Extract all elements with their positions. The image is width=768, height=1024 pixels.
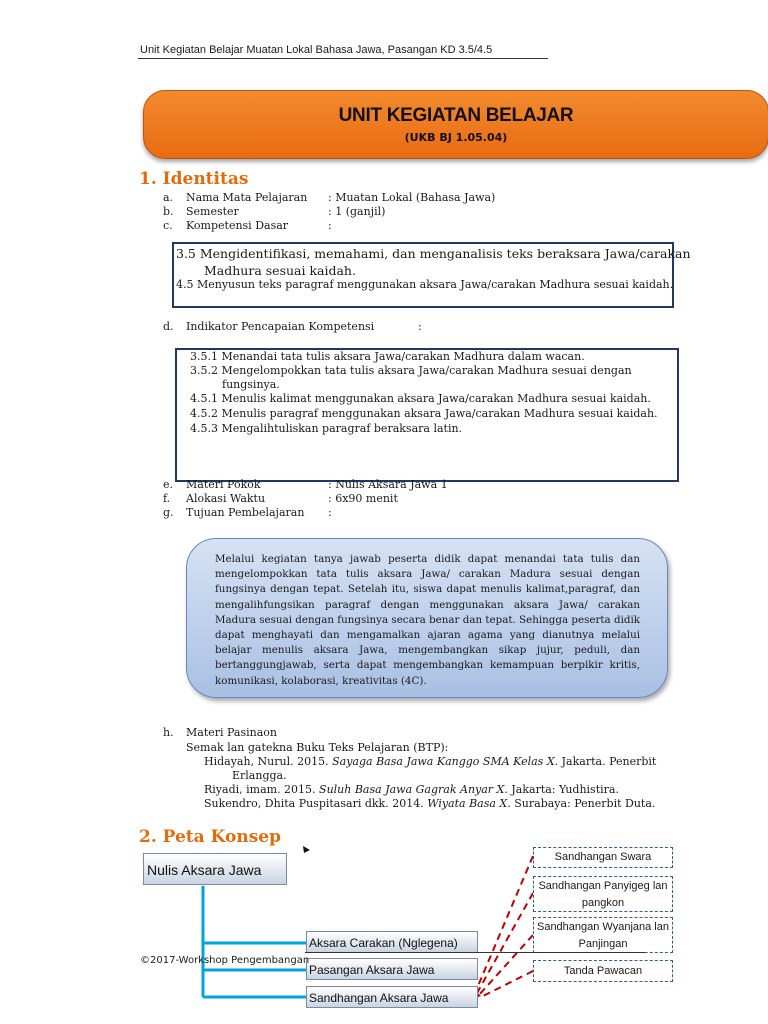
reference-publisher: . Jakarta: Yudhistira. [504,783,619,796]
reference-author: Sukendro, Dhita Puspitasari dkk. 2014. [204,797,428,810]
footer-text: ©2017-Workshop Pengembangan [140,955,310,966]
banner-title: UNIT KEGIATAN BELAJAR [338,105,574,126]
indikator-item: 4.5.3 Mengalihtuliskan paragraf beraksara latin. [190,422,463,435]
sandhangan-node: Sandhangan Wyanjana lan Panjingan [533,917,673,953]
row-letter: h. [163,726,174,739]
row-label: Materi Pokok [186,478,261,491]
row-letter: d. [163,320,174,333]
row-value: : Nulis Aksara Jawa 1 [328,478,448,491]
arrow-line [475,856,533,993]
concept-child-node: Aksara Carakan (Nglegena) [306,931,478,953]
concept-root-node: Nulis Aksara Jawa [143,853,287,885]
concept-child-node: Sandhangan Aksara Jawa [306,986,478,1008]
reference-title: Sayaga Basa Jawa Kanggo SMA Kelas X [332,755,555,768]
indikator-item: 3.5.2 Mengelompokkan tata tulis aksara Jawa/carakan Madhura sesuai dengan [190,364,632,377]
row-label: Materi Pasinaon [186,726,278,739]
row-value: : Muatan Lokal (Bahasa Jawa) [328,191,496,204]
kd-4-5: 4.5 Menyusun teks paragraf menggunakan aksara Jawa/carakan Madhura sesuai kaidah. [176,278,674,291]
row-label: Alokasi Waktu [186,492,266,505]
row-value: : [328,506,332,519]
indikator-item: 3.5.1 Menandai tata tulis aksara Jawa/carakan Madhura dalam wacan. [190,350,585,363]
row-label: Kompetensi Dasar [186,219,289,232]
row-label: Semester [186,205,239,218]
section-peta-konsep-heading: 2. Peta Konsep [139,827,281,847]
row-letter: b. [163,205,174,218]
row-letter: e. [163,478,174,491]
row-label: Nama Mata Pelajaran [186,191,308,204]
row-label: Tujuan Pembelajaran [186,506,305,519]
row-value: : 6x90 menit [328,492,398,505]
row-letter: a. [163,191,174,204]
running-header: Unit Kegiatan Belajar Muatan Lokal Bahasa Jawa, Pasangan KD 3.5/4.5 [140,44,493,56]
tujuan-text: Melalui kegiatan tanya jawab peserta didik dapat menandai tata tulis dan mengelompokkan tata tulis aksara Jawa/ carakan Madura sesuai dengan fungsinya dengan tepat. Setelah itu, siswa dapat menulis kalimat,paragraf, dan mengalihfungsikan paragraf dengan menggunakan aksara Jawa/ carakan Madura sesuai dengan fungsinya secara benar dan tepat. Sehingga peserta didik dapat menghayati dan mengamalkan ajaran agama yang dianutnya melalui belajar menulis aksara Jawa, mengembangkan sikap jujur, peduli, dan bertanggungjawab, serta dapat mengembangkan kemampuan berpikir kritis, komunikasi, kolaborasi, kreativitas (4C). [215,553,640,687]
reference-title: Wiyata Basa X [427,797,508,810]
row-letter: f. [163,492,171,505]
row-letter: c. [163,219,173,232]
row-letter: g. [163,506,174,519]
sandhangan-node: Sandhangan Panyigeg lan pangkon [533,876,673,912]
pointer-marker [303,846,310,853]
indikator-item: 4.5.1 Menulis kalimat menggunakan aksara Jawa/carakan Madhura sesuai kaidah. [190,392,651,405]
reference-author: Hidayah, Nurul. 2015. [204,755,333,768]
materi-intro: Semak lan gatekna Buku Teks Pelajaran (BTP): [186,741,449,754]
arrow-line [477,893,533,993]
reference-publisher: . Jakarta. Penerbit [554,755,657,768]
reference-publisher: . Surabaya: Penerbit Duta. [507,797,656,810]
row-value: : 1 (ganjil) [328,205,386,218]
sandhangan-node: Tanda Pawacan [533,960,673,982]
concept-child-node: Pasangan Aksara Jawa [306,958,478,980]
kd-3-5-line2: Madhura sesuai kaidah. [204,263,356,278]
reference-title: Suluh Basa Jawa Gagrak Anyar X [319,783,505,796]
reference-item-cont: Erlangga. [232,769,287,782]
banner-subtitle: (UKB BJ 1.05.04) [404,131,508,144]
row-label: Indikator Pencapaian Kompetensi [186,320,375,333]
row-value: : [418,320,422,333]
section-identitas-heading: 1. Identitas [139,169,249,189]
indikator-item-cont: fungsinya. [222,378,280,391]
kd-3-5-line1: 3.5 Mengidentifikasi, memahami, dan menganalisis teks beraksara Jawa/carakan [176,246,691,261]
indikator-item: 4.5.2 Menulis paragraf menggunakan aksara Jawa/carakan Madhura sesuai kaidah. [190,407,658,420]
arrow-line [479,935,533,995]
reference-author: Riyadi, imam. 2015. [204,783,320,796]
row-value: : [328,219,332,232]
sandhangan-node: Sandhangan Swara [533,847,673,868]
footer-rule [305,952,645,953]
